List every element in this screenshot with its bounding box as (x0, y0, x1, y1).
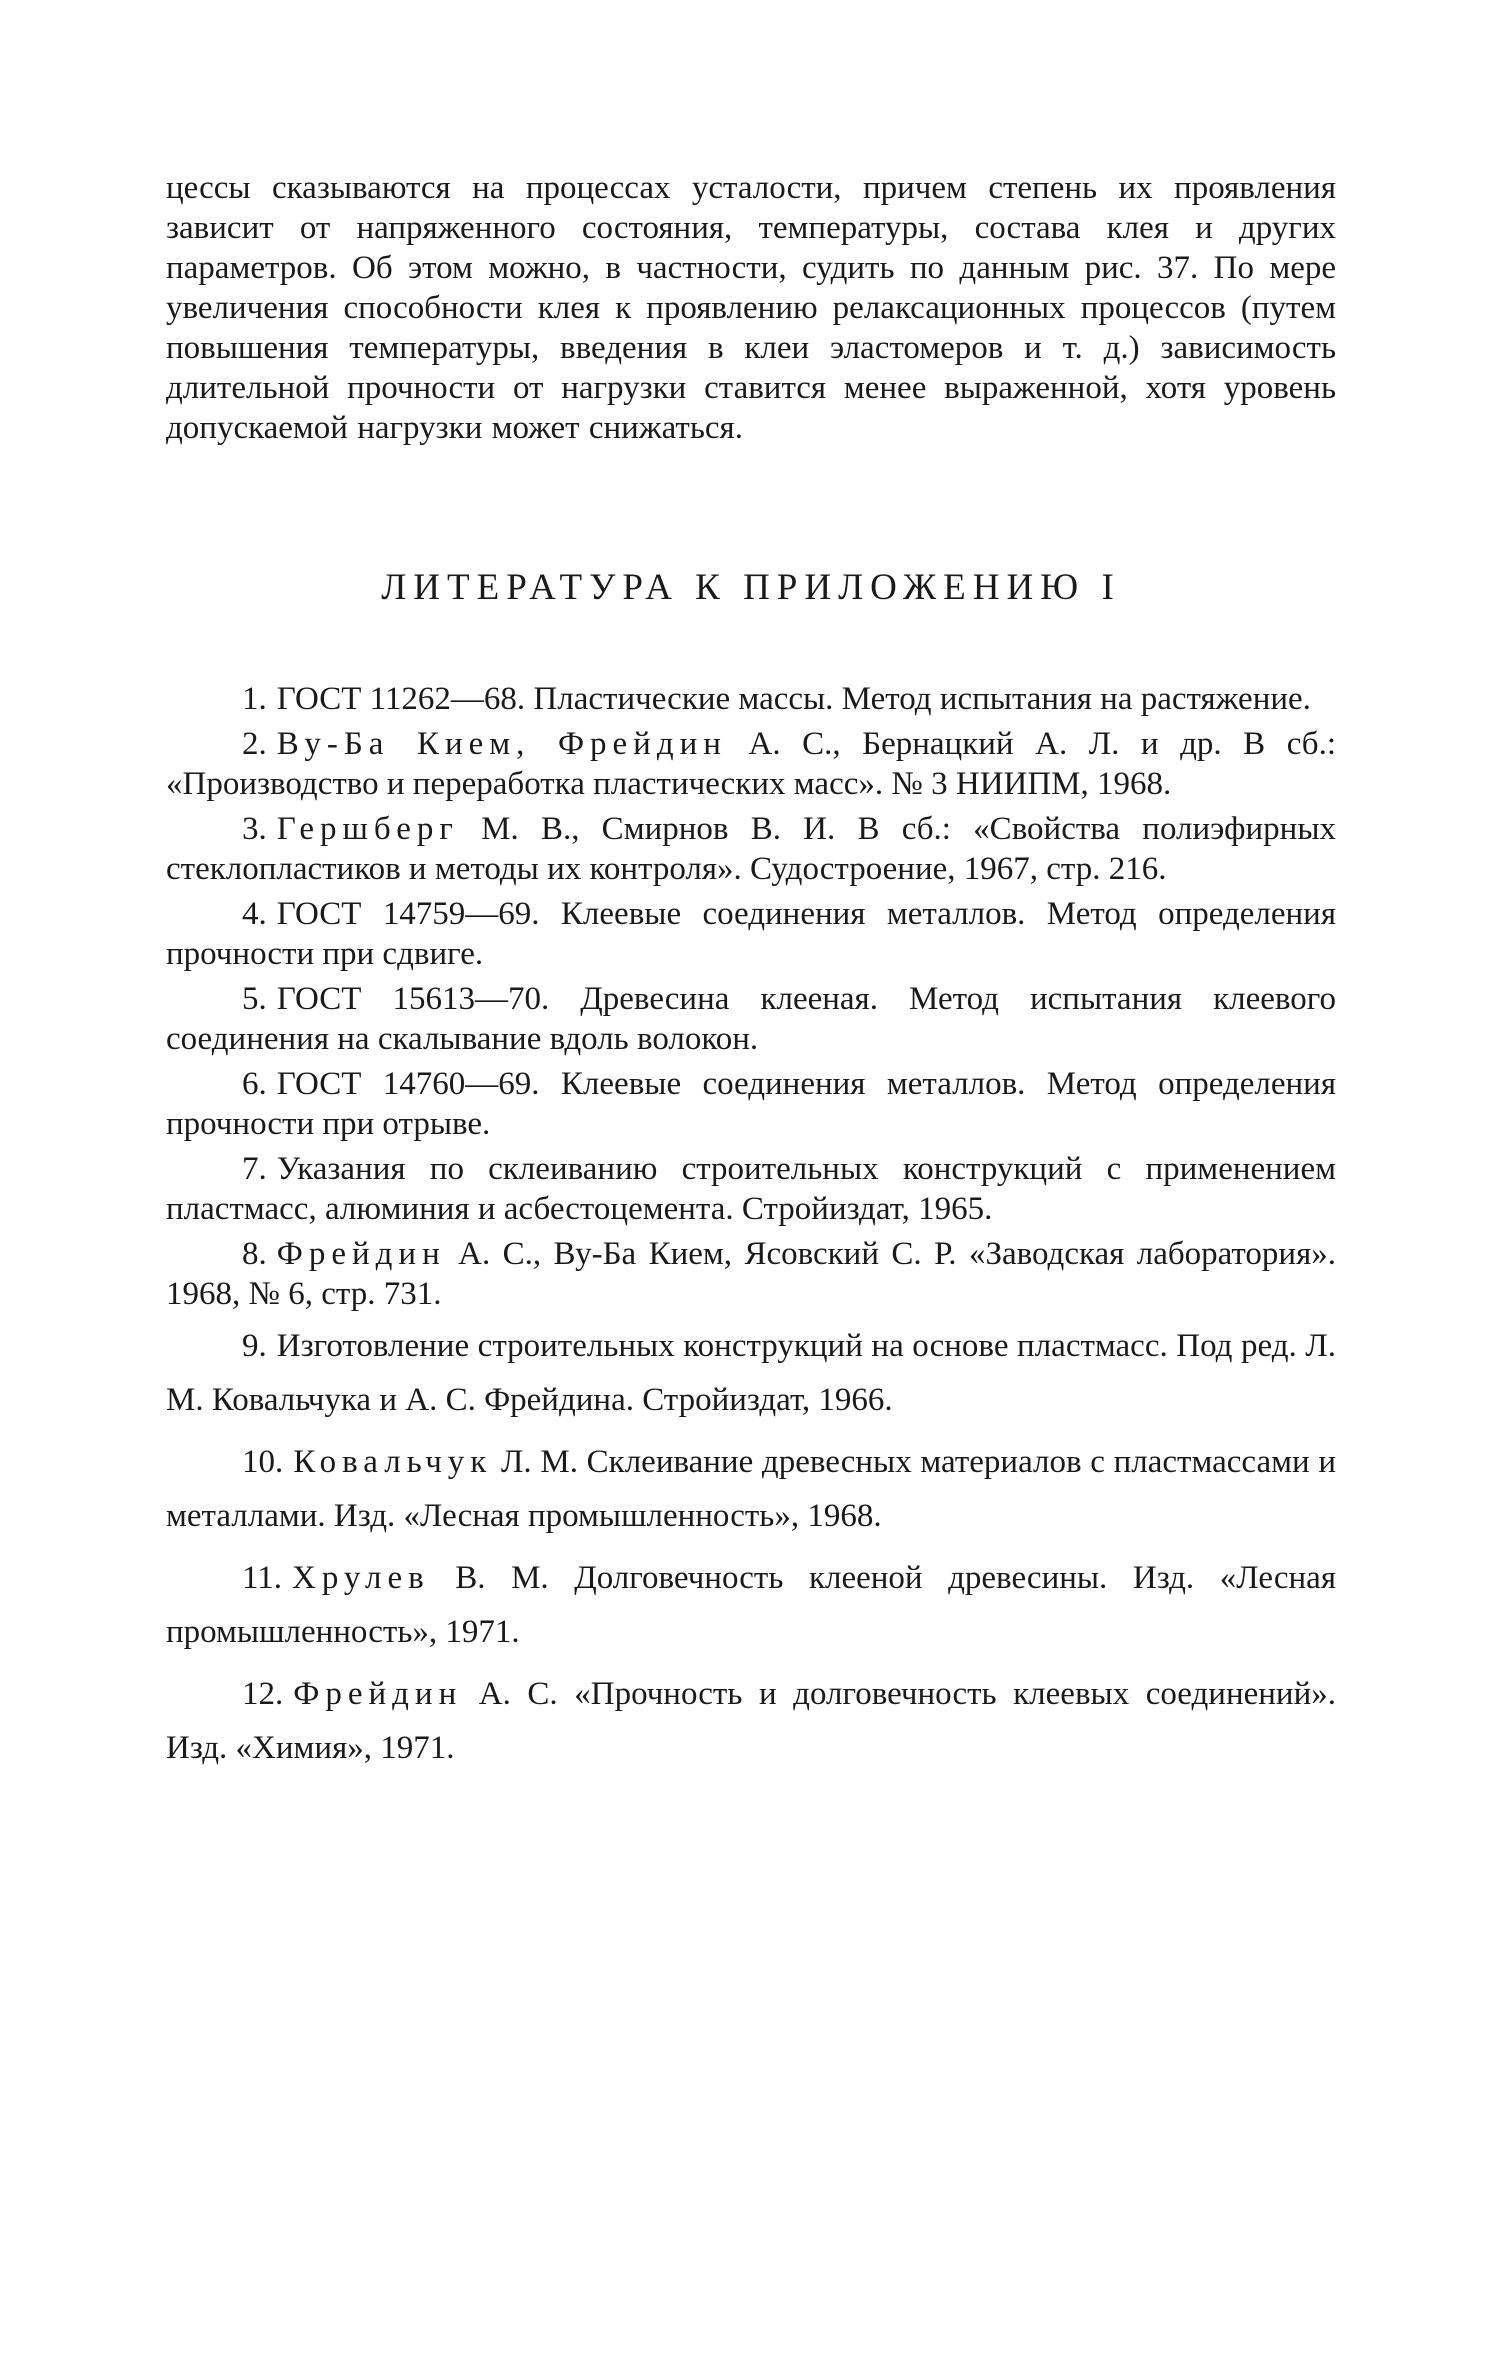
reference-authors: Ву-Ба Кием, Фрейдин (276, 726, 727, 762)
reference-number: 10. (242, 1444, 284, 1480)
reference-list (166, 679, 1336, 1775)
reference-item (166, 1667, 1336, 1775)
reference-text: ГОСТ 11262—68. Пластические массы. Метод испытания на растяжение. (276, 681, 1311, 717)
body-paragraph: цессы сказываются на процессах усталости, причем степень их проявления зависит от напряженного состояния, температуры, состава клея и других параметров. Об этом можно, в частности, судить по данным рис. 37. По мере увеличения способности клея к проявлению релаксационных процессов (путем повышения температуры, введения в клеи эластомеров и т. д.) зависимость длительной прочности от нагрузки ставится менее выраженной, хотя уровень допускаемой нагрузки может снижаться. (166, 170, 1336, 446)
reference-item (166, 1064, 1336, 1144)
reference-authors: Ковальчук (293, 1444, 493, 1480)
reference-item (166, 679, 1336, 719)
reference-authors: Хрулев (292, 1560, 430, 1596)
reference-text: ГОСТ 14759—69. Клеевые соединения металлов. Метод определения прочности при сдвиге. (166, 896, 1336, 972)
reference-text: В. М. Долговечность клееной древесины. Изд. «Лесная промышленность», 1971. (166, 1560, 1336, 1650)
reference-item (166, 1551, 1336, 1659)
reference-item (166, 894, 1336, 974)
reference-number: 2. (242, 726, 267, 762)
reference-number: 5. (242, 981, 267, 1017)
reference-text: А. С. «Прочность и долговечность клеевых соединений». Изд. «Химия», 1971. (166, 1676, 1336, 1766)
reference-text: ГОСТ 14760—69. Клеевые соединения металлов. Метод определения прочности при отрыве. (166, 1066, 1336, 1142)
reference-text: Л. М. Склеивание древесных материалов с пластмассами и металлами. Изд. «Лесная промышленность», 1968. (166, 1444, 1336, 1534)
reference-number: 3. (242, 811, 267, 847)
references-heading: ЛИТЕРАТУРА К ПРИЛОЖЕНИЮ I (381, 567, 1121, 608)
reference-authors: Фрейдин (293, 1676, 463, 1712)
reference-number: 6. (242, 1066, 267, 1102)
reference-number: 7. (242, 1151, 267, 1187)
reference-item (166, 724, 1336, 804)
page (166, 168, 1336, 1783)
reference-number: 4. (242, 896, 267, 932)
reference-number: 11. (242, 1560, 283, 1596)
reference-text: М. В., Смирнов В. И. В сб.: «Свойства полиэфирных стеклопластиков и методы их контроля». Судостроение, 1967, стр. 216. (166, 811, 1336, 887)
reference-item (166, 1319, 1336, 1427)
reference-item (166, 1435, 1336, 1543)
reference-number: 12. (242, 1676, 284, 1712)
reference-item (166, 1234, 1336, 1314)
reference-authors: Фрейдин (276, 1236, 446, 1272)
reference-item (166, 979, 1336, 1059)
reference-text: Изготовление строительных конструкций на основе пластмасс. Под ред. Л. М. Ковальчука и А. С. Фрейдина. Стройиздат, 1966. (166, 1328, 1336, 1418)
reference-text: А. С., Бернацкий А. Л. и др. В сб.: «Производство и переработка пластических масс». № 3 НИИПМ, 1968. (166, 726, 1336, 802)
reference-number: 9. (242, 1328, 267, 1364)
reference-item (166, 1149, 1336, 1229)
reference-number: 8. (242, 1236, 267, 1272)
reference-item (166, 809, 1336, 889)
reference-authors: Гершберг (276, 811, 459, 847)
reference-text: Указания по склеиванию строительных конструкций с применением пластмасс, алюминия и асбестоцемента. Стройиздат, 1965. (166, 1151, 1336, 1227)
reference-text: А. С., Ву-Ба Кием, Ясовский С. Р. «Заводская лаборатория». 1968, № 6, стр. 731. (166, 1236, 1336, 1312)
reference-number: 1. (242, 681, 267, 717)
reference-text: ГОСТ 15613—70. Древесина клееная. Метод испытания клеевого соединения на скалывание вдоль волокон. (166, 981, 1336, 1057)
